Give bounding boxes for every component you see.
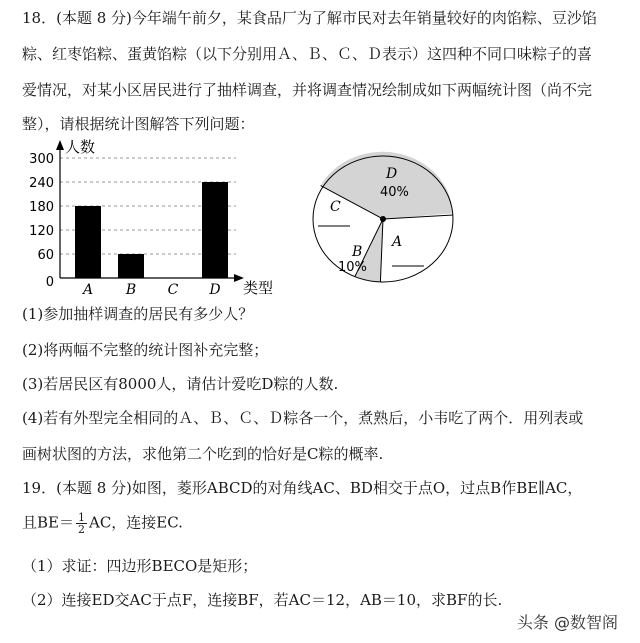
watermark: 头条 @数智阁 (513, 608, 622, 635)
q19-line-2 (22, 512, 183, 535)
category-label-b: B (125, 282, 137, 298)
y-axis-label: 人数 (65, 138, 96, 156)
y-axis-arrow (56, 140, 64, 150)
q18-sub1: (1)参加抽样调查的居民有多少人？ (22, 305, 254, 323)
pie-label-c: C (330, 199, 341, 215)
pie-label-a: A (392, 234, 403, 250)
y-tick-label-zero: 0 (45, 275, 54, 290)
q18-sub2: (2)将两幅不完整的统计图补充完整； (22, 341, 269, 359)
bar-tick-labels (29, 152, 54, 290)
fraction-denominator: 2 (77, 523, 85, 536)
fraction-half (76, 512, 87, 535)
y-tick-label: 60 (37, 248, 54, 263)
pie-center (380, 216, 386, 222)
y-tick-label: 300 (29, 152, 54, 167)
q19-line-2-pre: 且BE＝ (22, 513, 74, 532)
y-tick-label: 120 (29, 224, 54, 239)
fraction-numerator: 1 (77, 511, 85, 524)
pie-percent-d: 40% (380, 185, 409, 200)
pie-percent-b: 10% (338, 260, 367, 275)
q19-line-2-post: AC，连接EC. (88, 513, 183, 532)
pie-chart (300, 148, 480, 288)
q19-line-1: 19．(本题 8 分)如图，菱形ABCD的对角线AC、BD相交于点O，过点B作BE∥AC， (22, 479, 583, 497)
q19-sub2: （2）连接ED交AC于点F，连接BF，若AC＝12，AB＝10，求BF的长. (22, 591, 503, 609)
q18-sub4-line-2: 画树状图的方法，求他第二个吃到的恰好是C粽的概率. (22, 445, 384, 463)
q18-line-4: 整），请根据统计图解答下列问题： (22, 115, 255, 133)
bar-chart (18, 138, 288, 300)
pie-label-d: D (386, 166, 398, 182)
q18-sub4-line-1: (4)若有外型完全相同的Ａ、Ｂ、Ｃ、Ｄ粽各一个，煮熟后，小韦吃了两个．用列表或 (22, 409, 584, 427)
bar-d (202, 182, 228, 278)
y-tick-label: 240 (29, 176, 54, 191)
q18-line-3: 爱情况，对某小区居民进行了抽样调查，并将调查情况绘制成如下两幅统计图（尚不完 (22, 81, 593, 99)
category-label-d: D (209, 282, 221, 298)
q18-line-1: 18．(本题 8 分)今年端午前夕，某食品厂为了解市民对去年销量较好的肉馅粽、豆沙馅 (22, 9, 597, 27)
bar-category-labels (81, 282, 221, 298)
q18-line-2: 粽、红枣馅粽、蛋黄馅粽（以下分别用Ａ、Ｂ、Ｃ、Ｄ表示）这四种不同口味粽子的喜 (22, 45, 593, 63)
x-axis-label: 类型 (243, 279, 274, 297)
category-label-a: A (82, 282, 94, 298)
bar-b (118, 254, 144, 278)
pie-label-b: B (352, 244, 363, 260)
q19-sub1: （1）求证：四边形BECO是矩形； (22, 557, 258, 575)
bar-a (75, 206, 101, 278)
y-tick-label: 180 (29, 200, 54, 215)
q18-sub3: (3)若居民区有8000人，请估计爱吃D粽的人数. (22, 375, 339, 393)
category-label-c: C (167, 282, 179, 298)
